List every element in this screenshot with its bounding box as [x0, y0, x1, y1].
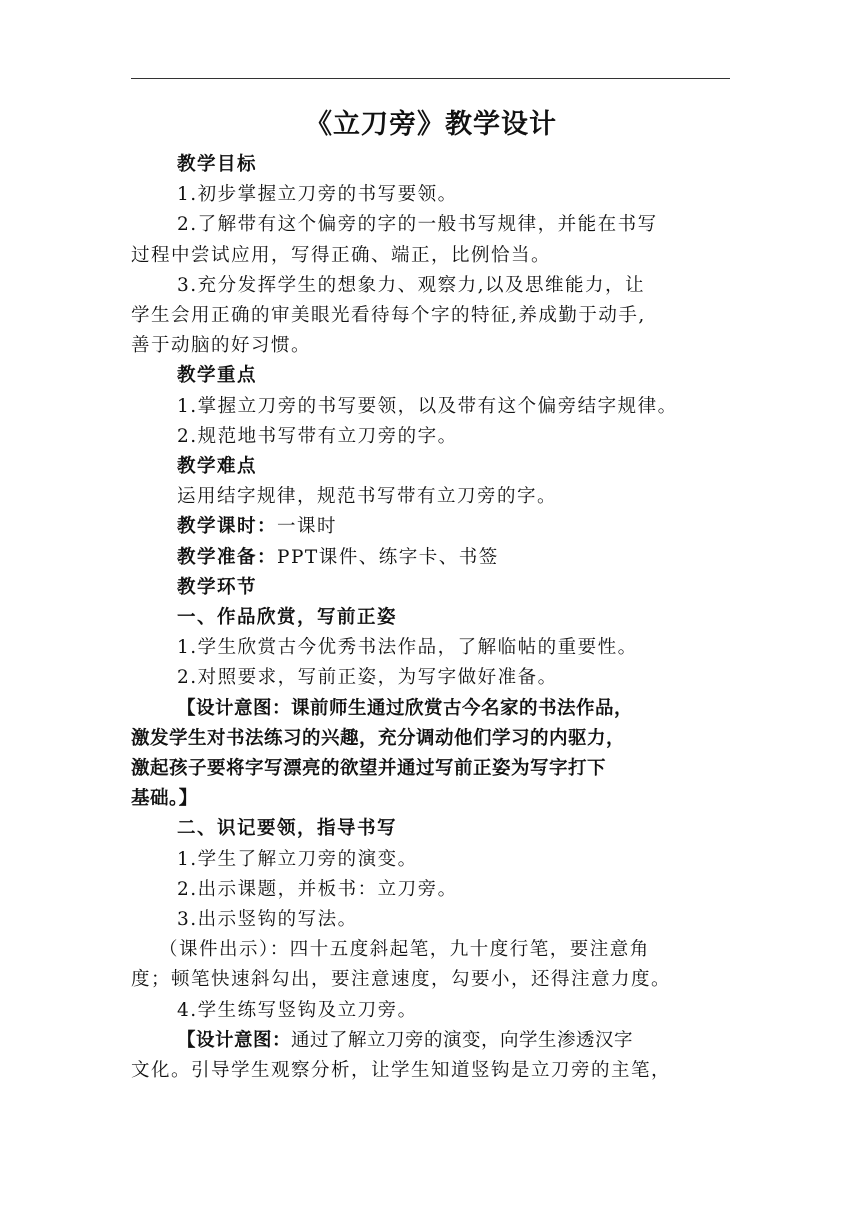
goals-heading: 教学目标	[177, 154, 258, 175]
section-1-note-line-2: 激发学生对书法练习的兴趣，充分调动他们学习的内驱力，	[131, 727, 626, 749]
section-1-item-1: 1.学生欣赏古今优秀书法作品，了解临帖的重要性。	[177, 637, 638, 659]
goal-item-1: 1.初步掌握立刀旁的书写要领。	[177, 184, 458, 206]
process-heading: 教学环节	[177, 576, 258, 598]
section-2-slide-line-2: 度；顿笔快速斜勾出，要注意速度，勾要小，还得注意力度。	[131, 969, 672, 991]
difficulties-heading: 教学难点	[177, 456, 258, 478]
section-2-item-3: 3.出示竖钩的写法。	[177, 909, 358, 931]
goal-item-2-line-2: 过程中尝试应用，写得正确、端正，比例恰当。	[131, 244, 552, 266]
section-1-note-text-1: 课前师生通过欣赏古今名家的书法作品，	[291, 697, 634, 719]
period-value: 一课时	[277, 516, 338, 538]
section-2-note-line-1	[131, 1026, 731, 1056]
section-1-item-2: 2.对照要求，写前正姿，为写字做好准备。	[177, 667, 558, 689]
prep-row	[131, 543, 731, 573]
section-2-item-4: 4.学生练写竖钩及立刀旁。	[177, 999, 418, 1021]
section-2-item-1: 1.学生了解立刀旁的演变。	[177, 848, 418, 870]
section-1-note-line-1	[131, 694, 731, 724]
period-row	[131, 512, 731, 542]
section-1-note-line-4: 基础。】	[131, 788, 198, 810]
section-2-note-text-1: 通过了解立刀旁的演变，向学生渗透汉字	[291, 1029, 634, 1051]
page-title: 《立刀旁》教学设计	[305, 109, 557, 140]
section-2-heading: 二、识记要领，指导书写	[177, 818, 398, 840]
goal-item-3-line-3: 善于动脑的好习惯。	[131, 335, 312, 357]
section-1-heading: 一、作品欣赏，写前正姿	[177, 607, 398, 629]
prep-value: PPT课件、练字卡、书签	[277, 546, 499, 568]
section-2-slide-line-1: （课件出示）：四十五度斜起笔，九十度行笔，要注意角	[159, 939, 650, 961]
goal-item-3-line-1: 3.充分发挥学生的想象力、观察力,以及思维能力，让	[177, 274, 646, 296]
section-2-note-line-2: 文化。引导学生观察分析，让学生知道竖钩是立刀旁的主笔，	[131, 1060, 672, 1082]
section-2-item-2: 2.出示课题，并板书：立刀旁。	[177, 878, 458, 900]
key-point-2: 2.规范地书写带有立刀旁的字。	[177, 425, 458, 447]
goal-item-2-line-1: 2.了解带有这个偏旁的字的一般书写规律，并能在书写	[177, 214, 658, 236]
goal-item-3-line-2: 学生会用正确的审美眼光看待每个字的特征,养成勤于动手,	[131, 305, 646, 327]
key-point-1: 1.掌握立刀旁的书写要领，以及带有这个偏旁结字规律。	[177, 395, 678, 417]
section-1-note-line-3: 激起孩子要将字写漂亮的欲望并通过写前正姿为写字打下	[131, 758, 607, 780]
difficulties-text: 运用结字规律，规范书写带有立刀旁的字。	[177, 486, 558, 508]
key-points-heading: 教学重点	[177, 365, 258, 387]
header-rule	[131, 78, 730, 79]
document-page	[131, 100, 731, 1086]
period-label: 教学课时：	[177, 516, 278, 538]
prep-label: 教学准备：	[177, 546, 278, 568]
section-1-note-label: 【设计意图：	[177, 697, 292, 719]
section-2-note-label: 【设计意图：	[177, 1029, 292, 1051]
